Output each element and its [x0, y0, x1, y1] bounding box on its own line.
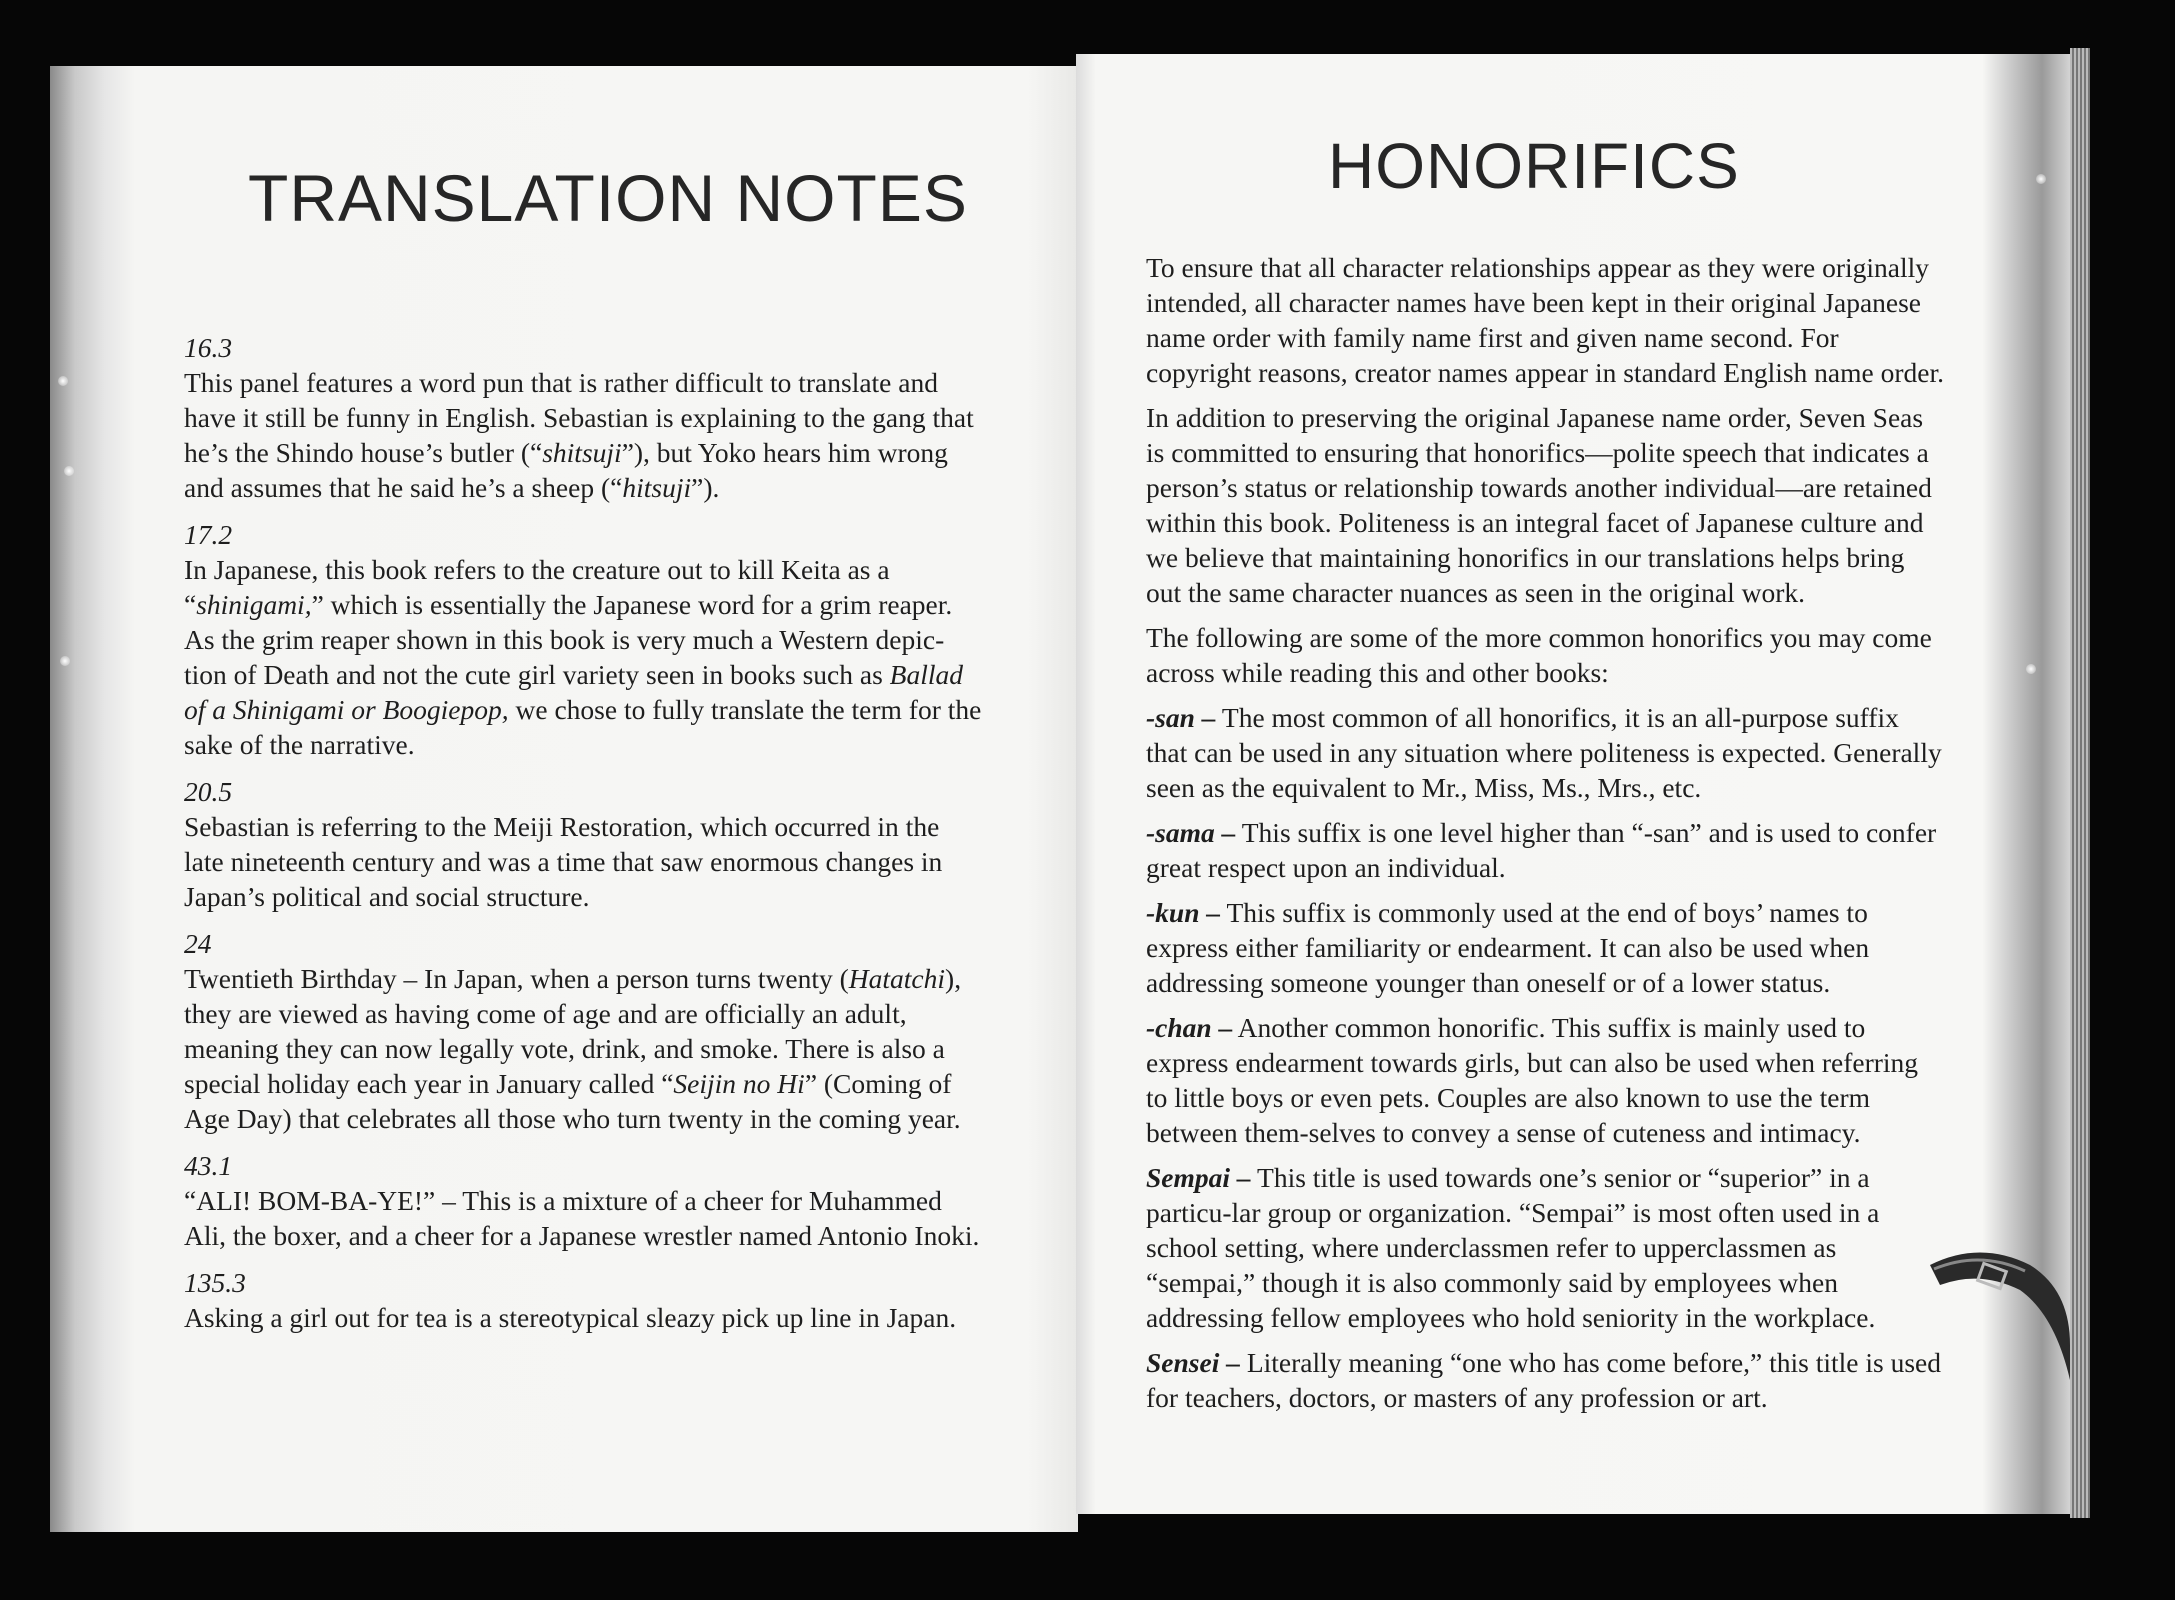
- note: [184, 926, 984, 1136]
- note-text: ” (Coming of Age Day) that celebrates all those who turn twenty in the coming year.: [184, 1068, 961, 1134]
- note-number: 20.5: [184, 776, 233, 807]
- honorific-definition: This suffix is one level higher than “-san” and is used to confer great respect upon an individual.: [1146, 817, 1937, 883]
- note-text: Sebastian is referring to the Meiji Restoration, which occurred in the late nineteenth century and was a time that saw enormous changes in Japan’s political and social structure.: [184, 811, 943, 912]
- honorific-term: -chan –: [1146, 1012, 1233, 1043]
- note-text: ”).: [691, 472, 720, 503]
- note-number: 135.3: [184, 1267, 246, 1298]
- note-number: 17.2: [184, 519, 233, 550]
- collar-icon: [1920, 1245, 2075, 1385]
- note: [184, 1265, 984, 1335]
- note-text: ), they are viewed as having come of age and are officially an adult, meaning they can now legally vote, drink, and smoke. There is also a special holiday each year in January called “: [184, 963, 962, 1099]
- note-italic-text: shinigami,: [196, 589, 312, 620]
- note-italic-text: Seijin no Hi: [673, 1068, 805, 1099]
- honorific-definition: This title is used towards one’s senior or “superior” in a particu-lar group or organization. “Sempai” is most often used in a school setting, where underclassmen refer to upperclassmen as “sempai,” though it is also commonly said by employees when addressing fellow employees who hold seniority in the workplace.: [1146, 1162, 1880, 1333]
- note-text: we chose to fully translate the term for the sake of the narrative.: [184, 694, 982, 760]
- page-title: HONORIFICS: [1328, 130, 1740, 202]
- honorific-term: -san –: [1146, 702, 1216, 733]
- sparkle-decoration: [58, 376, 68, 386]
- note: [184, 774, 984, 914]
- honorific-entry: [1146, 1160, 1946, 1335]
- honorific-term: -sama –: [1146, 817, 1236, 848]
- note-text: ” which is essentially the Japanese word for a grim reaper. As the grim reaper shown in this book is very much a Western depic-tion of Death and not the cute girl variety seen in books such as: [184, 589, 953, 690]
- honorific-entry: [1146, 1345, 1946, 1415]
- note-text: “ALI! BOM-BA-YE!” – This is a mixture of a cheer for Muhammed Ali, the boxer, and a cheer for a Japanese wrestler named Antonio Inoki.: [184, 1185, 980, 1251]
- sparkle-decoration: [2036, 174, 2046, 184]
- note: [184, 330, 984, 505]
- honorific-definition: Another common honorific. This suffix is mainly used to express endearment towards girls, but can also be used when referring to little boys or even pets. Couples are also known to use the term between them-selves to convey a sense of cuteness and intimacy.: [1146, 1012, 1919, 1148]
- honorific-definition: This suffix is commonly used at the end of boys’ names to express either familiarity or endearment. It can also be used when addressing someone younger than oneself or of a lower status.: [1146, 897, 1870, 998]
- honorific-definition: The most common of all honorifics, it is an all-purpose suffix that can be used in any situation where politeness is expected. Generally seen as the equivalent to Mr., Miss, Ms., Mrs., etc.: [1146, 702, 1942, 803]
- honorific-entry: [1146, 895, 1946, 1000]
- note-italic-text: Ballad of a Shinigami or Boogiepop,: [184, 659, 963, 725]
- intro-paragraph: In addition to preserving the original Japanese name order, Seven Seas is committed to ensuring that honorifics—polite speech that indicates a person’s status or relationship towards another individual—are retained within this book. Politeness is an integral facet of Japanese culture and we believe that maintaining honorifics in our translations helps bring out the same character nuances as seen in the original work.: [1146, 402, 1932, 608]
- honorifics-text: [1146, 250, 1946, 1425]
- note-italic-text: hitsuji: [622, 472, 692, 503]
- note-number: 43.1: [184, 1150, 233, 1181]
- note: [184, 1148, 984, 1253]
- honorific-entry: [1146, 815, 1946, 885]
- sparkle-decoration: [64, 466, 74, 476]
- page-title: TRANSLATION NOTES: [248, 161, 968, 235]
- sparkle-decoration: [2026, 664, 2036, 674]
- note-number: 24: [184, 928, 212, 959]
- note-italic-text: Hatatchi: [848, 963, 946, 994]
- note-text: This panel features a word pun that is rather difficult to translate and have it still be funny in English. Sebastian is explaining to the gang that he’s the Shindo house’s butler (“: [184, 367, 974, 468]
- intro-paragraph: The following are some of the more common honorifics you may come across while reading this and other books:: [1146, 622, 1932, 688]
- note: [184, 517, 984, 762]
- note-text: Asking a girl out for tea is a stereotypical sleazy pick up line in Japan.: [184, 1302, 957, 1333]
- note-text: Twentieth Birthday – In Japan, when a person turns twenty (: [184, 963, 849, 994]
- intro-paragraph: To ensure that all character relationships appear as they were originally intended, all character names have been kept in their original Japanese name order with family name first and given name second. For copyright reasons, creator names appear in standard English name order.: [1146, 252, 1944, 388]
- honorific-definition: Literally meaning “one who has come before,” this title is used for teachers, doctors, or masters of any profession or art.: [1146, 1347, 1942, 1413]
- note-italic-text: shitsuji: [542, 437, 622, 468]
- note-text: In Japanese, this book refers to the creature out to kill Keita as a “: [184, 554, 890, 620]
- honorific-entry: [1146, 700, 1946, 805]
- note-number: 16.3: [184, 332, 233, 363]
- honorific-term: Sempai –: [1146, 1162, 1251, 1193]
- honorific-term: -kun –: [1146, 897, 1221, 928]
- sparkle-decoration: [60, 656, 70, 666]
- honorific-entry: [1146, 1010, 1946, 1150]
- note-text: ”), but Yoko hears him wrong and assumes that he said he’s a sheep (“: [184, 437, 948, 503]
- honorific-term: Sensei –: [1146, 1347, 1240, 1378]
- translation-notes: [184, 330, 984, 1347]
